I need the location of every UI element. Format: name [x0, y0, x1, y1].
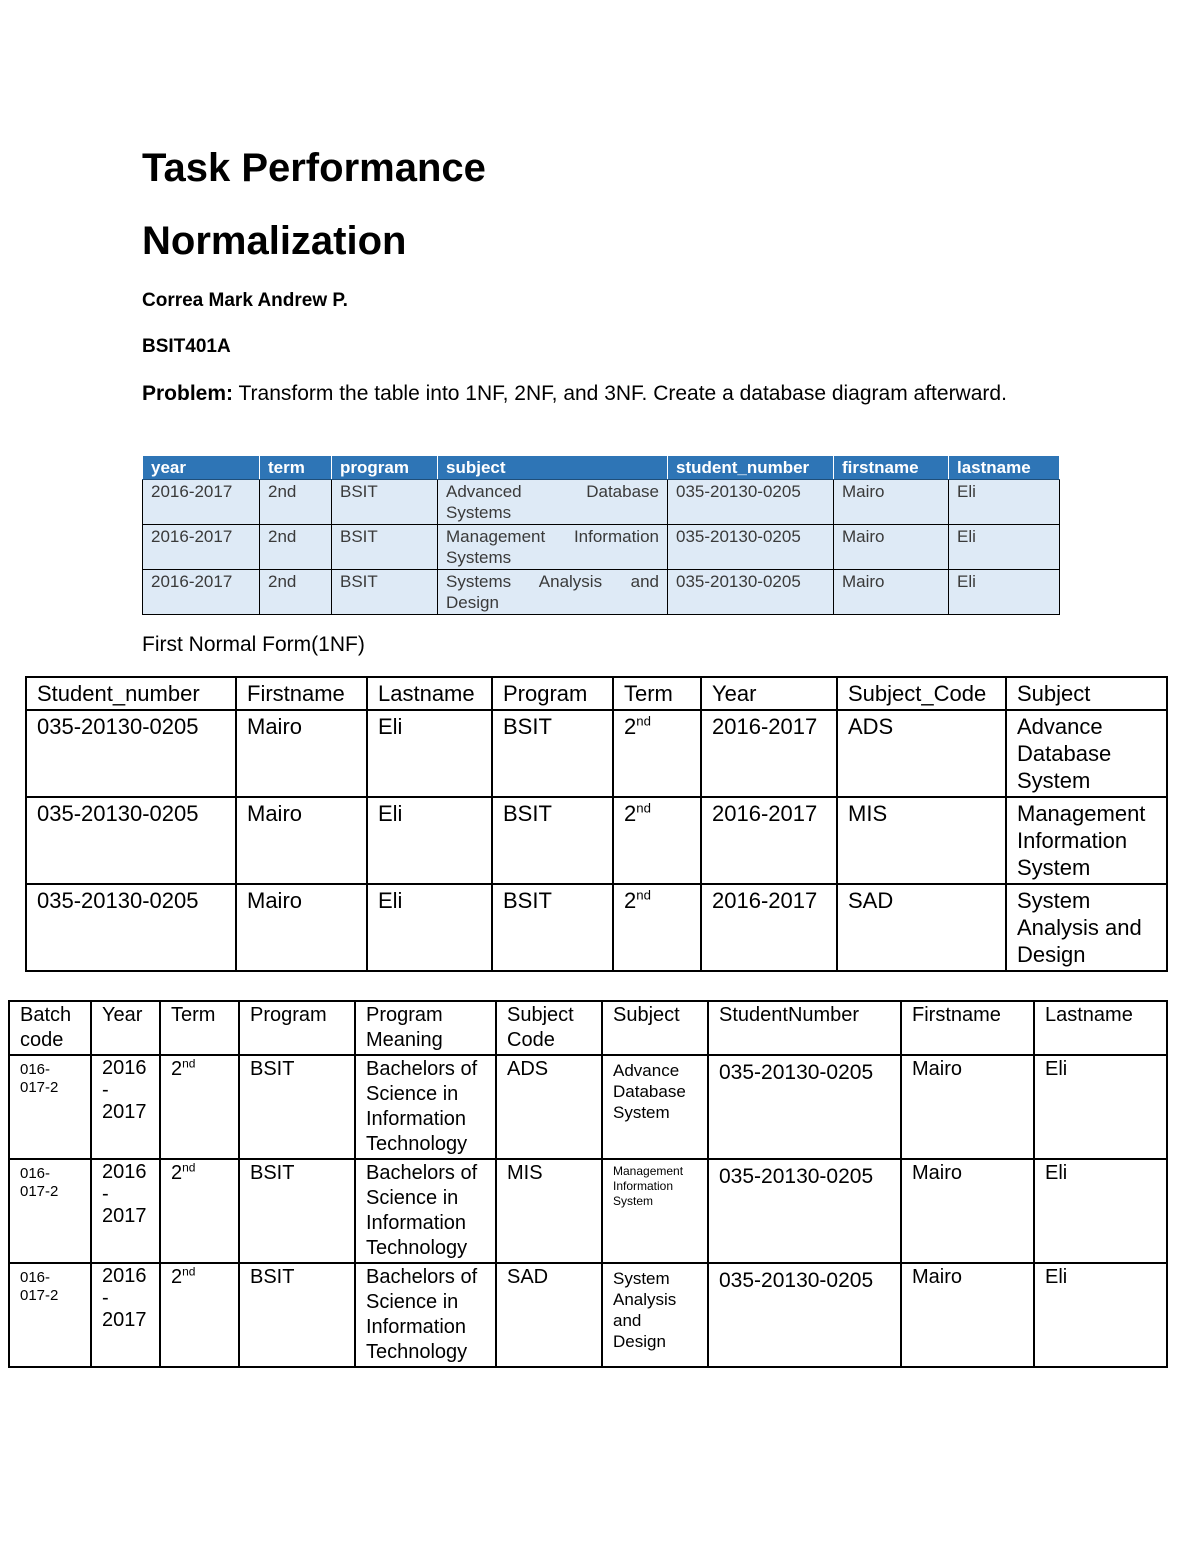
nf2-header-cell: Program Meaning	[355, 1001, 496, 1055]
nf1-header-cell: Subject	[1006, 677, 1167, 710]
problem-label: Problem:	[142, 382, 234, 405]
table-cell: 035-20130-0205	[668, 525, 834, 570]
table-row	[143, 525, 1060, 570]
nf1-header-row	[26, 677, 1167, 710]
firstname-cell: Mairo	[901, 1263, 1034, 1367]
term-cell	[160, 1055, 239, 1159]
term-cell	[613, 710, 701, 797]
table-cell: Mairo	[236, 884, 367, 971]
term-cell	[160, 1263, 239, 1367]
term-number: 2	[171, 1058, 183, 1080]
table-cell: 2nd	[260, 570, 332, 615]
table-cell: 035-20130-0205	[26, 710, 236, 797]
subject-code-cell: SAD	[496, 1263, 602, 1367]
problem-text: Transform the table into 1NF, 2NF, and 3NF. Create a database diagram afterward.	[233, 382, 1007, 405]
table-cell: 2016-2017	[701, 884, 837, 971]
table-cell: Mairo	[834, 525, 949, 570]
nf2-header-row	[9, 1001, 1167, 1055]
table-row	[26, 710, 1167, 797]
table-row	[143, 480, 1060, 525]
year-cell	[91, 1263, 160, 1367]
table-cell: 2016-2017	[701, 797, 837, 884]
table-cell: Eli	[949, 525, 1060, 570]
program-cell: BSIT	[239, 1159, 355, 1263]
table-cell: 2016-2017	[143, 525, 260, 570]
program-cell: BSIT	[239, 1055, 355, 1159]
lastname-cell: Eli	[1034, 1055, 1167, 1159]
student-number-cell: 035-20130-0205	[708, 1263, 901, 1367]
year-end: 2017	[102, 1205, 147, 1227]
document-subtitle: Normalization	[142, 219, 407, 263]
table-cell: BSIT	[332, 525, 438, 570]
lastname-cell: Eli	[1034, 1159, 1167, 1263]
table-row	[143, 570, 1060, 615]
batch-code-cell: 016-017-2	[9, 1159, 91, 1263]
term-suffix: nd	[636, 800, 651, 816]
year-dash: -	[102, 1079, 109, 1101]
table-cell: Mairo	[236, 710, 367, 797]
table-cell: Mairo	[236, 797, 367, 884]
table-cell: Eli	[949, 480, 1060, 525]
section-code: BSIT401A	[142, 336, 231, 357]
table-cell: Mairo	[834, 480, 949, 525]
term-suffix: nd	[182, 1264, 196, 1279]
original-header-cell: firstname	[834, 456, 949, 480]
table-cell: BSIT	[492, 710, 613, 797]
batch-code-cell: 016-017-2	[9, 1263, 91, 1367]
term-suffix: nd	[636, 887, 651, 903]
nf1-header-cell: Year	[701, 677, 837, 710]
table-cell: BSIT	[492, 797, 613, 884]
table-cell: SAD	[837, 884, 1006, 971]
nf2-header-cell: Batch code	[9, 1001, 91, 1055]
nf1-table	[25, 676, 1168, 972]
table-cell: 035-20130-0205	[668, 570, 834, 615]
table-cell: BSIT	[332, 570, 438, 615]
subject-cell: Management Information System	[602, 1159, 708, 1263]
original-header-cell: student_number	[668, 456, 834, 480]
table-cell: 2016-2017	[143, 570, 260, 615]
table-cell: 035-20130-0205	[26, 884, 236, 971]
nf1-header-cell: Subject_Code	[837, 677, 1006, 710]
firstname-cell: Mairo	[901, 1055, 1034, 1159]
table-cell: ADS	[837, 710, 1006, 797]
nf1-header-cell: Program	[492, 677, 613, 710]
table-cell: Management Information Systems	[438, 525, 668, 570]
term-suffix: nd	[182, 1056, 196, 1071]
term-cell	[160, 1159, 239, 1263]
term-number: 2	[624, 888, 637, 913]
table-cell: Advance Database System	[1006, 710, 1167, 797]
nf2-header-cell: StudentNumber	[708, 1001, 901, 1055]
table-cell: 035-20130-0205	[668, 480, 834, 525]
firstname-cell: Mairo	[901, 1159, 1034, 1263]
table-cell: Advanced Database Systems	[438, 480, 668, 525]
document-title: Task Performance	[142, 146, 486, 190]
table-cell: 2nd	[260, 480, 332, 525]
table-row	[9, 1159, 1167, 1263]
table-row	[9, 1055, 1167, 1159]
nf2-header-cell: Subject	[602, 1001, 708, 1055]
nf1-header-cell: Firstname	[236, 677, 367, 710]
nf1-header-cell: Lastname	[367, 677, 492, 710]
batch-code-cell: 016-017-2	[9, 1055, 91, 1159]
lastname-cell: Eli	[1034, 1263, 1167, 1367]
year-cell	[91, 1159, 160, 1263]
nf1-header-cell: Term	[613, 677, 701, 710]
original-table	[142, 455, 1060, 615]
student-number-cell: 035-20130-0205	[708, 1159, 901, 1263]
table-cell: 2016-2017	[143, 480, 260, 525]
table-row	[9, 1263, 1167, 1367]
table-row	[26, 884, 1167, 971]
original-header-cell: program	[332, 456, 438, 480]
author-name: Correa Mark Andrew P.	[142, 290, 348, 311]
year-end: 2017	[102, 1309, 147, 1331]
table-cell: Systems Analysis and Design	[438, 570, 668, 615]
table-cell: 2nd	[260, 525, 332, 570]
term-cell	[613, 884, 701, 971]
original-header-cell: term	[260, 456, 332, 480]
term-number: 2	[171, 1162, 183, 1184]
year-start: 2016	[102, 1265, 147, 1287]
original-header-cell: lastname	[949, 456, 1060, 480]
table-cell: Eli	[367, 710, 492, 797]
year-end: 2017	[102, 1101, 147, 1123]
term-number: 2	[171, 1266, 183, 1288]
table-cell: 035-20130-0205	[26, 797, 236, 884]
original-header-cell: year	[143, 456, 260, 480]
nf1-header-cell: Student_number	[26, 677, 236, 710]
nf2-header-cell: Program	[239, 1001, 355, 1055]
table-cell: System Analysis and Design	[1006, 884, 1167, 971]
nf2-header-cell: Subject Code	[496, 1001, 602, 1055]
table-cell: MIS	[837, 797, 1006, 884]
program-meaning-cell: Bachelors of Science in Information Technology	[355, 1159, 496, 1263]
table-cell: Mairo	[834, 570, 949, 615]
year-cell	[91, 1055, 160, 1159]
original-table-header-row	[143, 456, 1060, 480]
original-header-cell: subject	[438, 456, 668, 480]
term-suffix: nd	[636, 713, 651, 729]
table-cell: Eli	[367, 797, 492, 884]
nf2-header-cell: Term	[160, 1001, 239, 1055]
problem-statement	[142, 378, 1042, 410]
subject-cell: Advance Database System	[602, 1055, 708, 1159]
year-start: 2016	[102, 1057, 147, 1079]
table-cell: Management Information System	[1006, 797, 1167, 884]
program-cell: BSIT	[239, 1263, 355, 1367]
nf2-header-cell: Lastname	[1034, 1001, 1167, 1055]
subject-code-cell: MIS	[496, 1159, 602, 1263]
subject-code-cell: ADS	[496, 1055, 602, 1159]
table-cell: BSIT	[492, 884, 613, 971]
term-number: 2	[624, 714, 637, 739]
nf2-header-cell: Year	[91, 1001, 160, 1055]
table-cell: Eli	[949, 570, 1060, 615]
year-dash: -	[102, 1287, 109, 1309]
student-number-cell: 035-20130-0205	[708, 1055, 901, 1159]
term-number: 2	[624, 801, 637, 826]
subject-cell: System Analysis and Design	[602, 1263, 708, 1367]
year-dash: -	[102, 1183, 109, 1205]
program-meaning-cell: Bachelors of Science in Information Technology	[355, 1263, 496, 1367]
nf1-heading: First Normal Form(1NF)	[142, 633, 365, 656]
program-meaning-cell: Bachelors of Science in Information Technology	[355, 1055, 496, 1159]
nf2-header-cell: Firstname	[901, 1001, 1034, 1055]
table-cell: 2016-2017	[701, 710, 837, 797]
table-row	[26, 797, 1167, 884]
term-cell	[613, 797, 701, 884]
nf2-table	[8, 1000, 1168, 1368]
term-suffix: nd	[182, 1160, 196, 1175]
year-start: 2016	[102, 1161, 147, 1183]
table-cell: Eli	[367, 884, 492, 971]
table-cell: BSIT	[332, 480, 438, 525]
